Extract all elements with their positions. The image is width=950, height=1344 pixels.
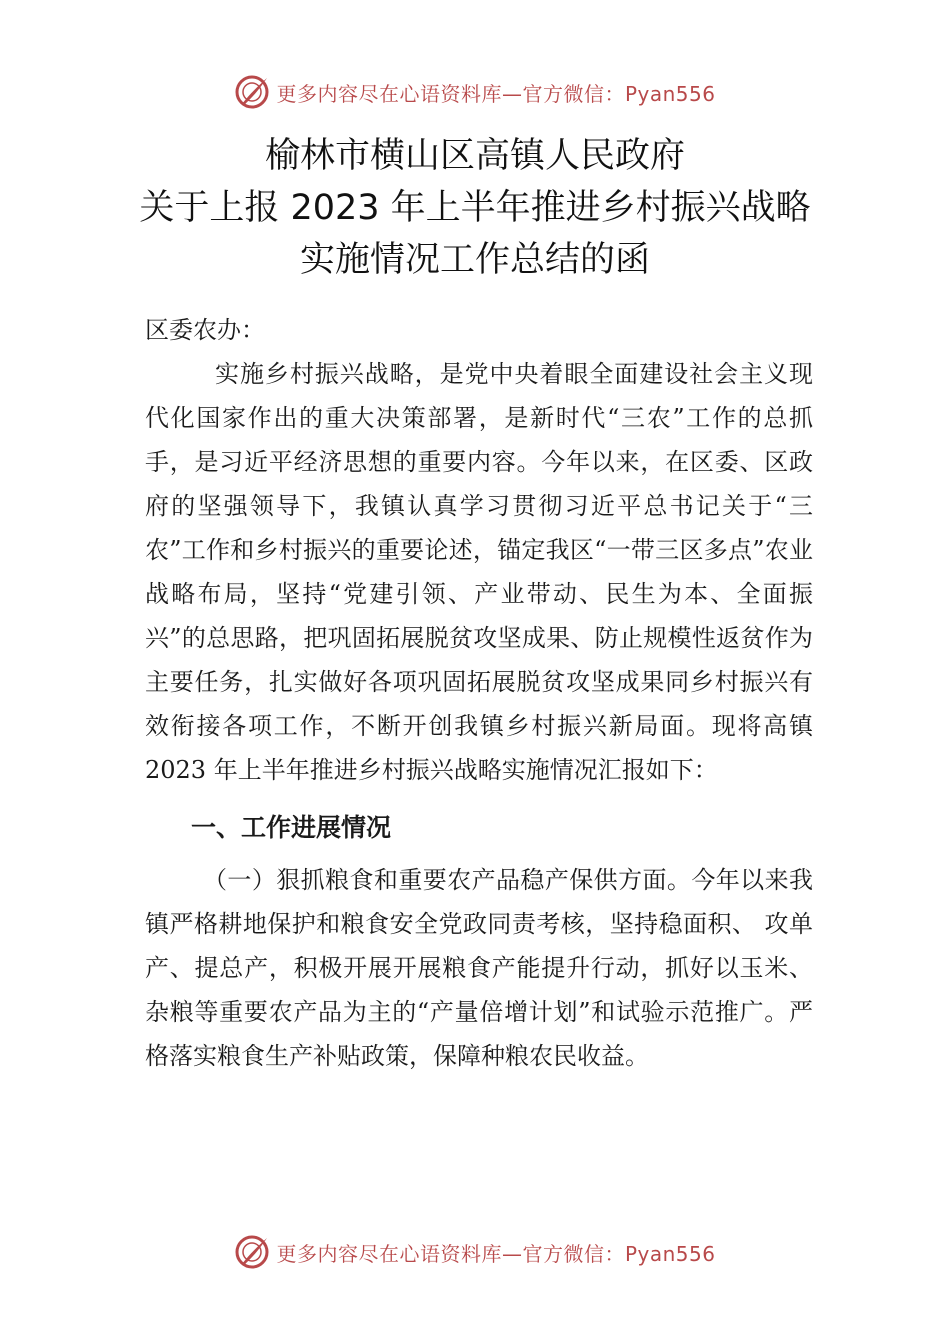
- feather-seal-icon: [234, 74, 270, 110]
- salutation: 区委农办：: [145, 316, 265, 344]
- watermark-header: [0, 72, 950, 112]
- document-body: [145, 308, 813, 1078]
- section-heading: 一、工作进展情况: [191, 813, 392, 842]
- feather-seal-icon: [234, 1234, 270, 1270]
- watermark-footer: [0, 1232, 950, 1272]
- watermark-text: 更多内容尽在心语资料库—官方微信：Pyan556: [276, 81, 716, 106]
- sub-paragraph: （一）狠抓粮食和重要农产品稳产保供方面。今年以来我镇严格耕地保护和粮食安全党政同责考核，坚持稳面积、 攻单产、提总产，积极开展开展粮食产能提升行动，抓好以玉米、杂粮等重要农产品为主的“产量倍增计划”和试验示范推广。严格落实粮食生产补贴政策，保障种粮农民收益。: [145, 866, 813, 1070]
- document-title: [0, 130, 950, 286]
- title-line-2: 关于上报 2023 年上半年推进乡村振兴战略: [139, 188, 811, 228]
- intro-paragraph: 实施乡村振兴战略，是党中央着眼全面建设社会主义现代化国家作出的重大决策部署，是新时代“三农”工作的总抓手，是习近平经济思想的重要内容。今年以来，在区委、区政府的坚强领导下，我镇认真学习贯彻习近平总书记关于“三农”工作和乡村振兴的重要论述，锚定我区“一带三区多点”农业战略布局，坚持“党建引领、产业带动、民生为本、全面振兴”的总思路，把巩固拓展脱贫攻坚成果、防止规模性返贫作为主要任务，扎实做好各项巩固拓展脱贫攻坚成果同乡村振兴有效衔接各项工作，不断开创我镇乡村振兴新局面。现将高镇 2023 年上半年推进乡村振兴战略实施情况汇报如下：: [145, 360, 813, 784]
- title-line-3: 实施情况工作总结的函: [299, 240, 650, 280]
- title-line-1: 榆林市横山区高镇人民政府: [264, 136, 685, 176]
- watermark-text: 更多内容尽在心语资料库—官方微信：Pyan556: [276, 1241, 716, 1266]
